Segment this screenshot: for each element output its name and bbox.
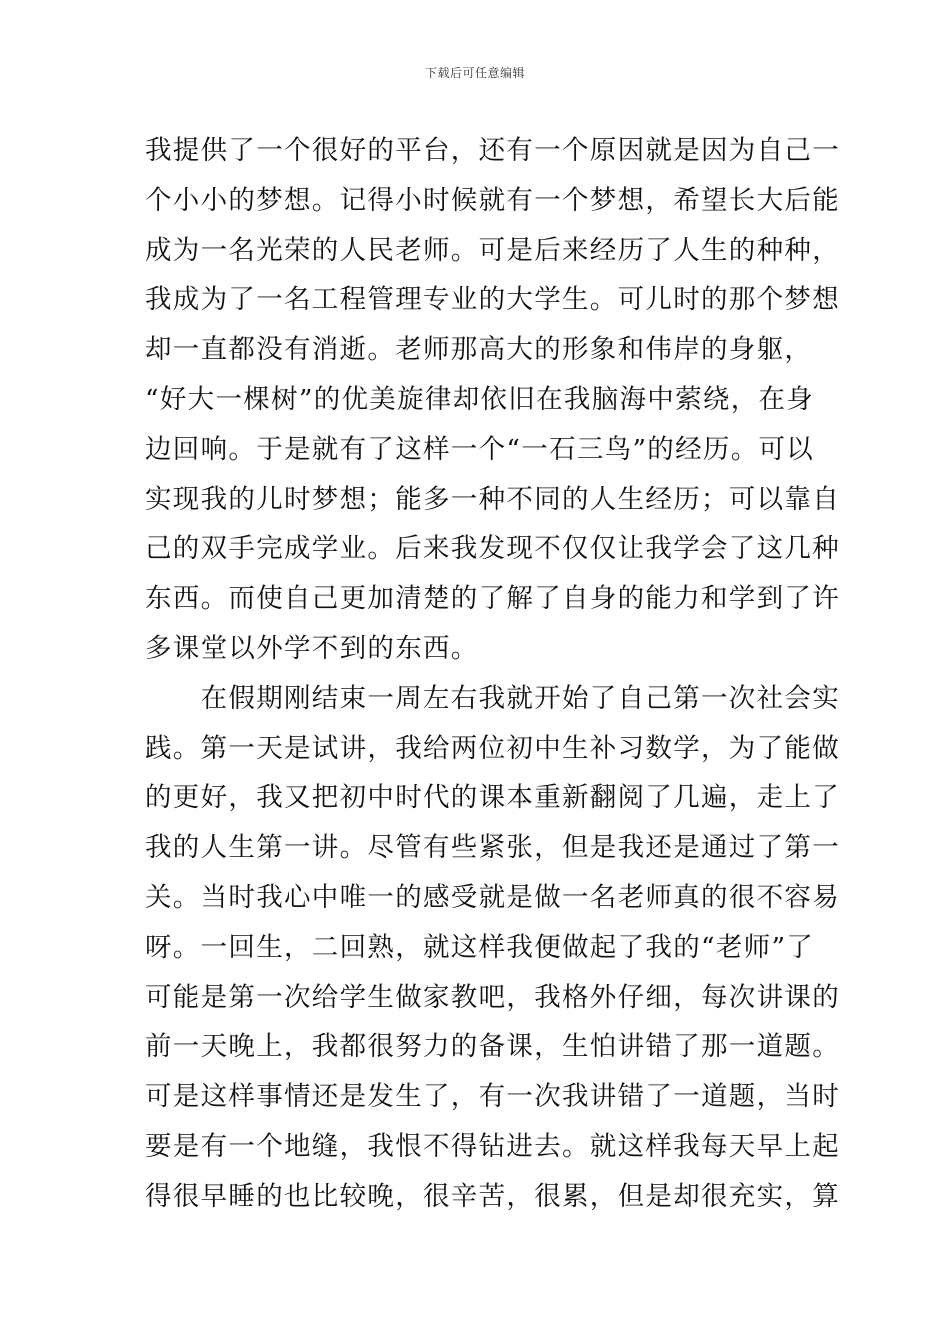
text-line: 呀。一回生，二回熟，就这样我便做起了我的“老师”了 xyxy=(145,931,815,963)
page-header: 下载后可任意编辑 xyxy=(424,66,525,80)
text-line: 我的人生第一讲。尽管有些紧张，但是我还是通过了第一 xyxy=(145,832,840,864)
text-line: 边回响。于是就有了这样一个“一石三鸟”的经历。可以 xyxy=(145,433,815,465)
text-line: “好大一棵树”的优美旋律却依旧在我脑海中萦绕，在身 xyxy=(145,383,815,415)
text-line: 关。当时我心中唯一的感受就是做一名老师真的很不容易 xyxy=(145,881,840,913)
paragraph-start-line: 在假期刚结束一周左右我就开始了自己第一次社会实 xyxy=(145,682,840,714)
text-line: 的更好，我又把初中时代的课本重新翻阅了几遍，走上了 xyxy=(145,782,840,814)
text-line: 成为一名光荣的人民老师。可是后来经历了人生的种种， xyxy=(145,234,840,266)
document-body xyxy=(145,126,840,1222)
text-line: 个小小的梦想。记得小时候就有一个梦想，希望长大后能 xyxy=(145,184,840,216)
text-line: 可能是第一次给学生做家教吧，我格外仔细，每次讲课的 xyxy=(145,981,840,1013)
text-line: 东西。而使自己更加清楚的了解了自身的能力和学到了许 xyxy=(145,583,840,615)
text-line: 却一直都没有消逝。老师那高大的形象和伟岸的身躯， xyxy=(145,334,813,366)
text-line: 要是有一个地缝，我恨不得钻进去。就这样我每天早上起 xyxy=(145,1130,840,1162)
text-line: 可是这样事情还是发生了，有一次我讲错了一道题，当时 xyxy=(145,1081,840,1113)
text-line: 己的双手完成学业。后来我发现不仅仅让我学会了这几种 xyxy=(145,533,840,565)
text-line: 实现我的儿时梦想；能多一种不同的人生经历；可以靠自 xyxy=(145,483,840,515)
text-line: 前一天晚上，我都很努力的备课，生怕讲错了那一道题。 xyxy=(145,1031,840,1063)
text-line: 我提供了一个很好的平台，还有一个原因就是因为自己一 xyxy=(145,135,840,166)
text-line: 多课堂以外学不到的东西。 xyxy=(145,632,479,664)
text-line: 得很早睡的也比较晚，很辛苦，很累，但是却很充实，算 xyxy=(145,1180,840,1212)
text-line: 我成为了一名工程管理专业的大学生。可儿时的那个梦想 xyxy=(145,284,840,316)
text-line: 践。第一天是试讲，我给两位初中生补习数学，为了能做 xyxy=(145,732,840,764)
